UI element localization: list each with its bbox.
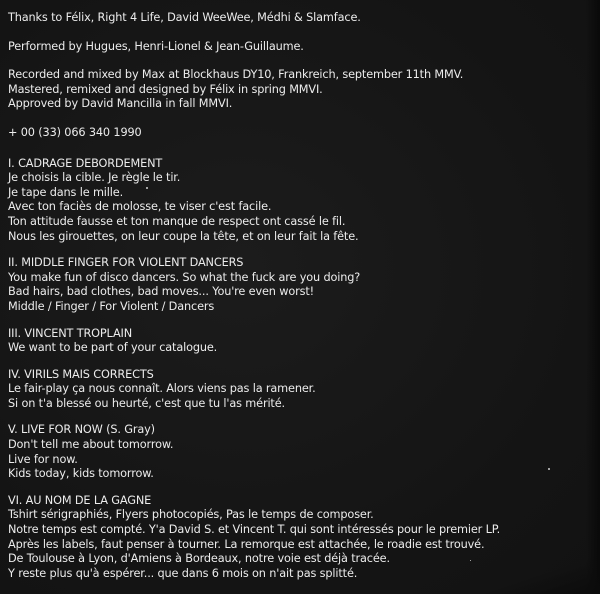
track-title: II. MIDDLE FINGER FOR VIOLENT DANCERS bbox=[8, 256, 244, 270]
lyric-line: Y reste plus qu'à espérer... que dans 6 mois on n'ait pas splitté. bbox=[8, 566, 358, 580]
thanks-line: Thanks to Félix, Right 4 Life, David WeeWee, Médhi & Slamface. bbox=[8, 11, 361, 24]
dust-speck bbox=[470, 560, 471, 561]
lyric-line: Le fair-play ça nous connaît. Alors viens pas la ramener. bbox=[8, 382, 316, 396]
dust-speck bbox=[146, 187, 148, 189]
track-title: III. VINCENT TROPLAIN bbox=[8, 326, 133, 340]
approved-line: Approved by David Mancilla in fall MMVI. bbox=[8, 97, 233, 111]
recorded-line: Recorded and mixed by Max at Blockhaus DY10, Frankreich, september 11th MMV. bbox=[8, 68, 464, 82]
mastered-line: Mastered, remixed and designed by Félix in spring MMVI. bbox=[8, 82, 323, 96]
lyric-line: Don't tell me about tomorrow. bbox=[8, 438, 174, 452]
recording-credits bbox=[8, 68, 600, 112]
lyric-line: Je tape dans le mille. bbox=[8, 185, 124, 199]
lyric-line: Live for now. bbox=[8, 452, 78, 466]
track-title: V. LIVE FOR NOW (S. Gray) bbox=[8, 423, 155, 437]
track-3 bbox=[8, 327, 600, 356]
lyric-line: Bad hairs, bad clothes, bad moves... You're even worst! bbox=[8, 285, 314, 299]
lyric-line: You make fun of disco dancers. So what the fuck are you doing? bbox=[8, 270, 361, 284]
lyric-line: Je choisis la cible. Je règle le tir. bbox=[8, 171, 181, 185]
credits-section bbox=[8, 0, 600, 141]
dust-speck bbox=[548, 468, 550, 470]
performed-line: Performed by Hugues, Henri-Lionel & Jean-Guillaume. bbox=[8, 39, 304, 53]
scan-right-edge bbox=[586, 0, 600, 594]
track-title: VI. AU NOM DE LA GAGNE bbox=[8, 493, 152, 507]
track-4 bbox=[8, 368, 600, 412]
lyric-line: Avec ton faciès de molosse, te viser c'est facile. bbox=[8, 200, 272, 214]
lyric-line: Nous les girouettes, on leur coupe la tête, et on leur fait la fête. bbox=[8, 229, 359, 243]
lyric-line: Middle / Finger / For Violent / Dancers bbox=[8, 299, 215, 313]
track-title: IV. VIRILS MAIS CORRECTS bbox=[8, 367, 154, 381]
lyric-line: We want to be part of your catalogue. bbox=[8, 341, 218, 355]
track-2 bbox=[8, 256, 600, 314]
track-1 bbox=[8, 157, 600, 245]
track-5 bbox=[8, 423, 600, 481]
lyric-line: Si on t'a blessé ou heurté, c'est que tu l'as mérité. bbox=[8, 396, 285, 410]
lyric-line: Kids today, kids tomorrow. bbox=[8, 467, 154, 481]
lyric-line: Ton attitude fausse et ton manque de respect ont cassé le fil. bbox=[8, 214, 346, 228]
lyric-line: De Toulouse à Lyon, d'Amiens à Bordeaux, notre voie est déjà tracée. bbox=[8, 552, 390, 566]
scan-corner-shadow bbox=[480, 554, 600, 594]
lyric-line: Tshirt sérigraphiés, Flyers photocopiés, Pas le temps de composer. bbox=[8, 508, 374, 522]
track-title: I. CADRAGE DEBORDEMENT bbox=[8, 156, 163, 170]
tracklist bbox=[8, 157, 600, 582]
phone-number: + 00 (33) 066 340 1990 bbox=[8, 125, 142, 139]
lyric-line: Après les labels, faut penser à tourner. La remorque est attachée, le roadie est trouvé. bbox=[8, 537, 485, 551]
lyric-line: Notre temps est compté. Y'a David S. et Vincent T. qui sont intéressés pour le premier LP. bbox=[8, 523, 501, 537]
